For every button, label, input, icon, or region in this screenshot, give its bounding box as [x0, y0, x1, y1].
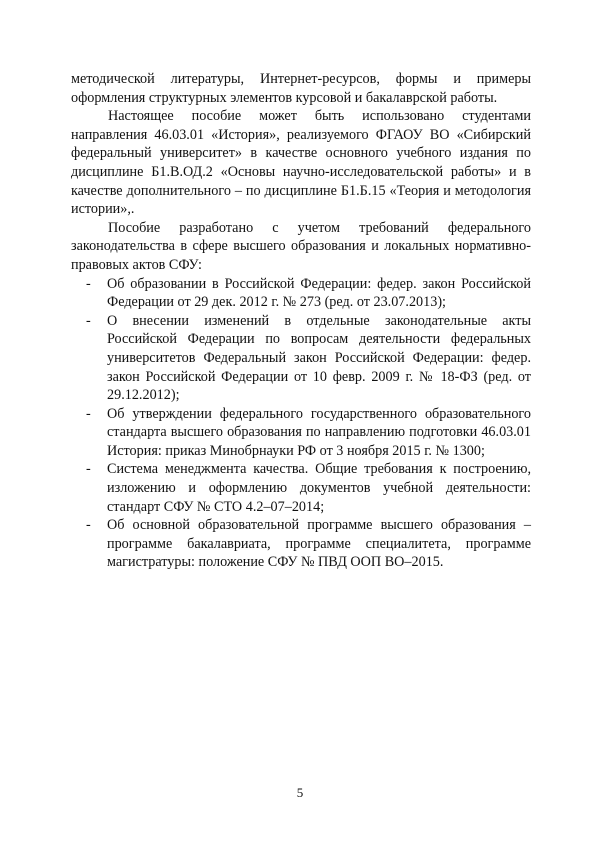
list-item — [71, 312, 531, 405]
dash-bullet: - — [86, 405, 91, 422]
basis-paragraph: Пособие разработано с учетом требований федерального законодательства в сфере высшего образования и локальных нормативно-правовых актов СФУ: — [71, 219, 531, 273]
list-item-text: Об утверждении федерального государственного образовательного стандарта высшего образования по направлению подготовки 46.03.01 История: приказ Минобрнауки РФ от 3 ноября 2015 г. № 1300; — [107, 405, 531, 459]
regulations-list — [71, 275, 531, 573]
list-item-text: О внесении изменений в отдельные законодательные акты Российской Федерации по вопросам деятельности федеральных университетов Федеральный закон Российской Федерации: федер. закон Российской Федерации от 10 февр. 2009 г. № 18-ФЗ (ред. от 29.12.2012); — [107, 312, 531, 404]
list-item-text: Об основной образовательной программе высшего образования – программе бакалавриата, программе специалитета, программе магистратуры: положение СФУ № ПВД ООП ВО–2015. — [107, 517, 531, 571]
dash-bullet: - — [86, 275, 91, 292]
page-body — [71, 70, 531, 572]
list-item — [71, 460, 531, 516]
list-item — [71, 405, 531, 461]
list-item — [71, 516, 531, 572]
list-item-text: Система менеджмента качества. Общие требования к построению, изложению и оформлению документов учебной деятельности: стандарт СФУ № СТО 4.2–07–2014; — [107, 461, 531, 515]
dash-bullet: - — [86, 312, 91, 329]
dash-bullet: - — [86, 461, 91, 478]
list-item-text: Об образовании в Российской Федерации: федер. закон Российской Федерации от 29 дек. 2012 г. № 273 (ред. от 23.07.2013); — [107, 275, 531, 311]
intro-tail-paragraph: методической литературы, Интернет-ресурсов, формы и примеры оформления структурных элементов курсовой и бакалаврской работы. — [71, 71, 531, 106]
dash-bullet: - — [86, 517, 91, 534]
usage-paragraph: Настоящее пособие может быть использовано студентами направления 46.03.01 «История», реализуемого ФГАОУ ВО «Сибирский федеральный университет» в качестве основного учебного издания по дисциплине Б1.В.ОД.2 «Основы научно-исследовательской работы» и в качестве дополнительного – по дисциплине Б1.Б.15 «Теория и методология истории»,. — [71, 108, 531, 218]
page-number: 5 — [296, 785, 304, 800]
list-item — [71, 275, 531, 312]
